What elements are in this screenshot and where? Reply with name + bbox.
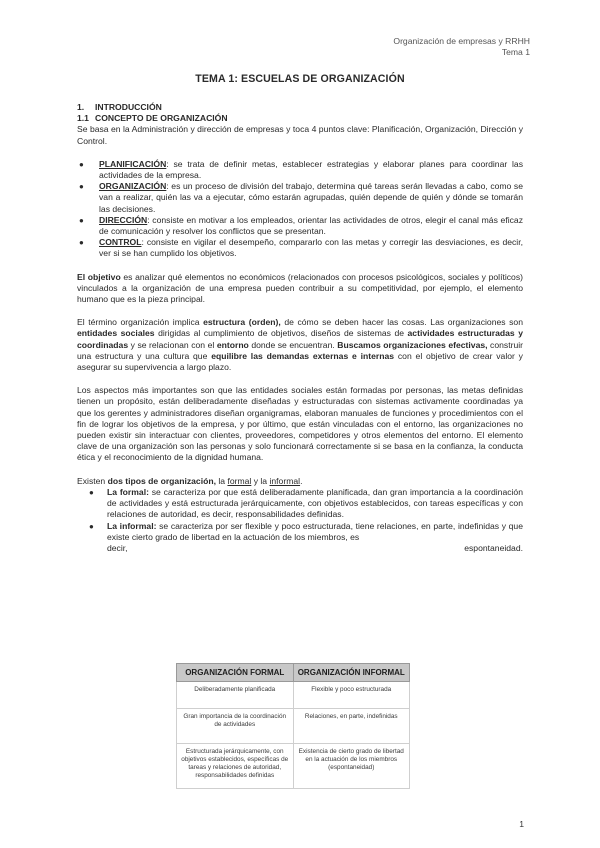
list-item	[77, 487, 523, 521]
bold-run: dos tipos de organización,	[107, 475, 216, 486]
column-header: ORGANIZACIÓN INFORMAL	[293, 664, 410, 682]
list-item	[77, 237, 523, 259]
text-run: donde se encuentran.	[248, 339, 338, 350]
objective-term: El objetivo	[77, 271, 121, 282]
table-cell: Deliberadamente planificada	[177, 682, 294, 709]
text-run: y se relacionan con el	[128, 339, 217, 350]
objective-paragraph	[77, 272, 523, 306]
table-row	[177, 709, 410, 744]
term-paragraph	[77, 317, 523, 373]
list-item-text: se caracteriza por que está deliberadamente planificada, dan gran importancia a la coordinación de actividades y está estructurada jerárquicamente, con objetivos establecidos, con tareas específicas y con relaciones de autoridad, es decir, responsabilidades definidas.	[107, 486, 523, 520]
bullet-icon: ●	[79, 215, 84, 225]
objective-text: es analizar qué elementos no económicos (relacionados con procesos psicológicos, sociales y políticos) vinculados a la organización de una empresa pueden contribuir a su competitividad, por ejemplo, el elemento humano que es la pieza principal.	[77, 271, 523, 305]
list-item-term: CONTROL	[99, 237, 142, 248]
bold-run: actividades estructuradas y coordinadas	[77, 328, 523, 350]
list-item-term: La formal:	[107, 486, 149, 497]
section-label: CONCEPTO DE ORGANIZACIÓN	[95, 113, 228, 124]
bold-run: equilibre las demandas externas e internas	[211, 350, 395, 361]
types-list	[77, 487, 523, 554]
section-number: 1.1	[77, 113, 89, 124]
page-header	[393, 36, 530, 57]
text-run: El término organización implica	[77, 317, 204, 328]
bold-run: entorno	[216, 339, 249, 350]
list-item-text: : se trata de definir metas, establecer estrategias y elaborar planes para coordinar las actividades de la empresa.	[99, 158, 523, 181]
list-item-last-line	[107, 543, 523, 554]
text-run: construir una estructura y una cultura que	[77, 339, 523, 361]
text-run: con el objetivo de crear valor y asegurar su supervivencia a largo plazo.	[77, 350, 523, 373]
text-run: Existen	[77, 475, 108, 486]
table-cell: Estructurada jerárquicamente, con objetivos establecidos, específicas de tareas y relaciones de autoridad, responsabilidades definidas	[177, 744, 294, 789]
types-paragraph	[77, 476, 523, 487]
list-item-term: DIRECCIÓN	[99, 214, 148, 225]
key-points-list	[77, 159, 523, 260]
intro-paragraph: Se basa en la Administración y dirección de empresas y toca 4 puntos clave: Planificación, Organización, Dirección y Control.	[77, 124, 523, 146]
list-item	[77, 521, 523, 555]
text-run: la	[215, 475, 228, 486]
list-item-term: La informal:	[107, 520, 157, 531]
list-item	[77, 215, 523, 237]
aspects-paragraph: Los aspectos más importantes son que las entidades sociales están formadas por personas, las metas definidas tienen un propósito, están deliberadamente diseñadas y estructuradas con sistemas activamente coordinadas ya que los gerentes y administradores diseñan organigramas, elaboran manuales de funciones y procedimientos con el fin de lograr los objetivos de la empresa, y por último, que están vinculadas con el entorno, las organizaciones no pueden existir sin interactuar con clientes, proveedores, competidores y otros elementos del entorno. El elemento clave de una organización son las personas y solo funcionará correctamente si se basa en la confianza, la conducta ética y el reconocimiento de la dignidad humana.	[77, 385, 523, 463]
bullet-icon: ●	[79, 238, 84, 248]
bullet-icon: ●	[79, 182, 84, 192]
text-run: .	[300, 475, 303, 486]
document-body	[77, 102, 523, 554]
table-row	[177, 682, 410, 709]
header-course: Organización de empresas y RRHH	[393, 36, 530, 46]
list-item-term: ORGANIZACIÓN	[99, 181, 167, 192]
section-heading-1	[77, 102, 523, 113]
text-run: dirigidas al cumplimiento de objetivos, diseños de sistemas de	[154, 328, 408, 339]
page-title: TEMA 1: ESCUELAS DE ORGANIZACIÓN	[195, 73, 405, 85]
list-item-text: : es un proceso de división del trabajo, determina qué tareas serán llevadas a cabo, como se van a realizar, quién las va a ejecutar, cómo estarán agrupadas, quién depende de quién y dónde se tomarán las decisiones.	[99, 181, 523, 214]
section-label: INTRODUCCIÓN	[95, 102, 162, 112]
list-item-text: : consiste en motivar a los empleados, orientar las actividades de otros, elegir el canal más eficaz de comunicación y resolver los conflictos que se presentan.	[99, 214, 523, 237]
text-run: decir,	[107, 542, 128, 553]
underlined-run: informal	[269, 475, 301, 486]
section-number: 1.	[77, 102, 85, 112]
text-run: y la	[251, 475, 270, 486]
bullet-icon: ●	[89, 487, 94, 497]
list-item-text: : consiste en vigilar el desempeño, compararlo con las metas y corregir las desviaciones, es decir, ver si se han cumplido los objetivos.	[99, 237, 523, 259]
column-header: ORGANIZACIÓN FORMAL	[177, 664, 294, 682]
section-heading-1-1	[77, 113, 523, 124]
table-cell: Relaciones, en parte, indefinidas	[293, 709, 410, 744]
bullet-icon: ●	[89, 521, 94, 531]
list-item-term: PLANIFICACIÓN	[99, 158, 167, 169]
text-run: de cómo se deben hacer las cosas. Las organizaciones son	[280, 317, 523, 328]
header-topic: Tema 1	[501, 46, 530, 57]
bullet-icon: ●	[79, 159, 84, 169]
list-item	[77, 181, 523, 215]
table-cell: Gran importancia de la coordinación de actividades	[177, 709, 294, 744]
table-header-row	[177, 664, 410, 682]
table-cell: Flexible y poco estructurada	[293, 682, 410, 709]
table-cell: Existencia de cierto grado de libertad en la actuación de los miembros (espontaneidad)	[293, 744, 410, 789]
bold-run: entidades sociales	[77, 328, 155, 339]
bold-run: estructura (orden),	[203, 317, 281, 328]
page-number: 1	[519, 819, 524, 829]
underlined-run: formal	[227, 475, 252, 486]
list-item-text: se caracteriza por ser flexible y poco estructurada, tiene relaciones, en parte, indefinidas y que existe cierto grado de libertad en la actuación de los miembros, es	[107, 520, 523, 542]
bold-run: Buscamos organizaciones efectivas,	[337, 339, 488, 350]
text-run: espontaneidad.	[464, 542, 523, 553]
list-item	[77, 159, 523, 181]
table-row	[177, 744, 410, 789]
comparison-table	[176, 663, 410, 789]
